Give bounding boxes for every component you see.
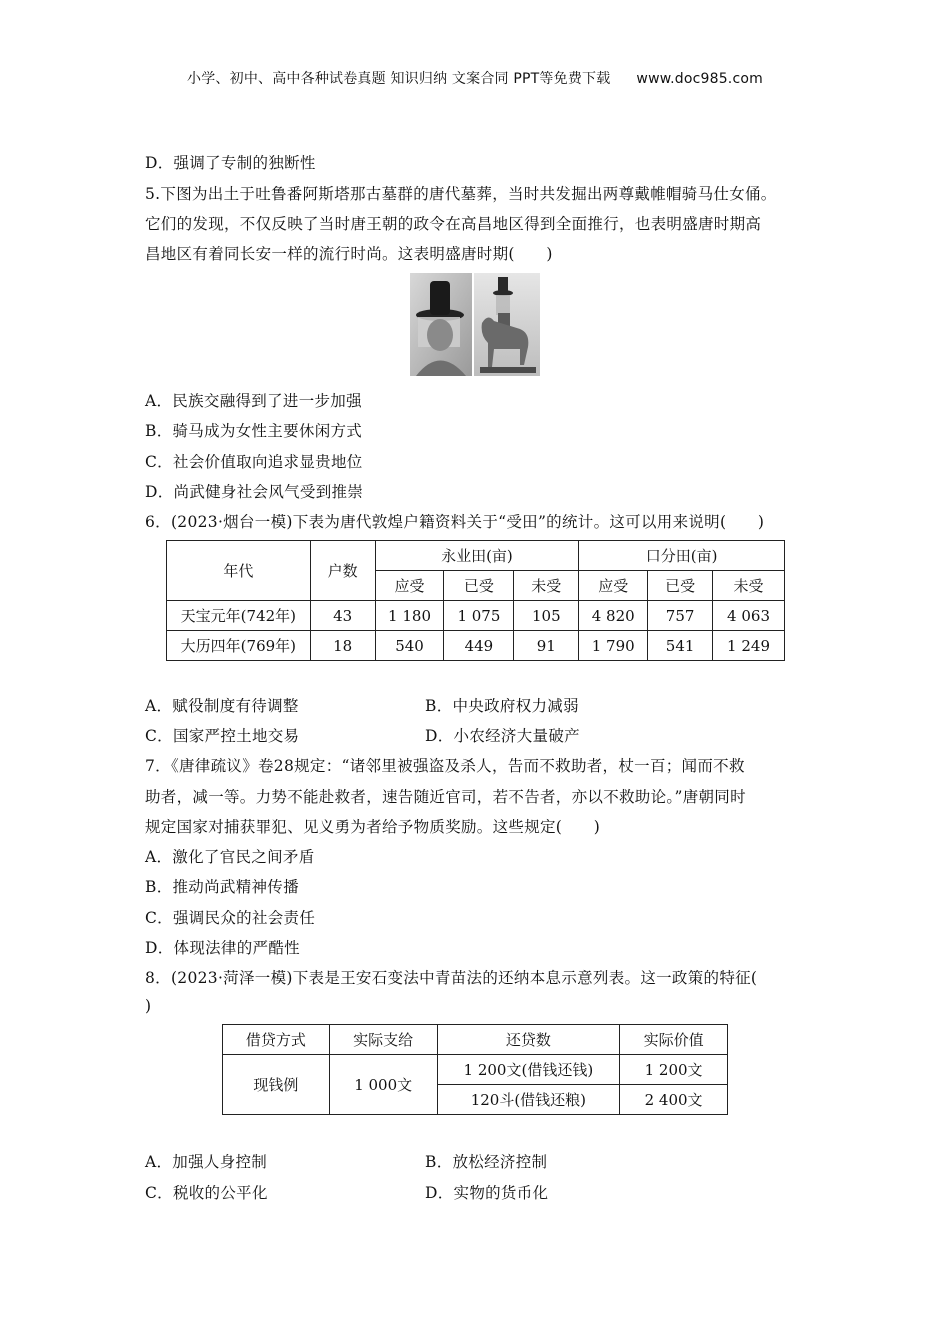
q8-header-value: 实际价值 — [620, 1025, 728, 1055]
q6-option-b: B．中央政府权力减弱 — [425, 697, 579, 715]
table-cell: 540 — [375, 631, 444, 661]
q5-stem-line-1: 5.下图为出土于吐鲁番阿斯塔那古墓群的唐代墓葬，当时共发掘出两尊戴帷帽骑马仕女俑。 — [145, 185, 777, 203]
q7-option-a: A．激化了官民之间矛盾 — [145, 848, 315, 866]
table-cell: 91 — [514, 631, 579, 661]
q7-stem-line-1: 7．《唐律疏议》卷28规定：“诸邻里被强盗及杀人，告而不救助者，杖一百；闻而不救 — [145, 757, 745, 775]
table-cell: 1 200文 — [620, 1055, 728, 1085]
q5-option-c: C．社会价值取向追求显贵地位 — [145, 453, 363, 471]
table-cell: 757 — [648, 601, 713, 631]
q8-option-c: C．税收的公平化 — [145, 1184, 268, 1202]
table-cell: 2 400文 — [620, 1085, 728, 1115]
q8-option-d: D．实物的货币化 — [425, 1184, 549, 1202]
table-cell: 18 — [310, 631, 375, 661]
table-row — [223, 1055, 728, 1085]
q6-subheader: 未受 — [713, 571, 785, 601]
q6-option-a: A．赋役制度有待调整 — [145, 697, 299, 715]
header-url[interactable]: www.doc985.com — [636, 71, 763, 87]
q5-option-a: A．民族交融得到了进一步加强 — [145, 392, 362, 410]
q8-header-method: 借贷方式 — [223, 1025, 330, 1055]
figurine-photo — [410, 273, 540, 376]
table-cell: 1 180 — [375, 601, 444, 631]
q6-option-d: D．小农经济大量破产 — [425, 727, 580, 745]
q8-header-repay: 还贷数 — [437, 1025, 620, 1055]
q7-option-c: C．强调民众的社会责任 — [145, 909, 316, 927]
figurine-head-photo — [410, 273, 472, 376]
q8-method-cell: 现钱例 — [223, 1055, 330, 1115]
q5-stem-line-2: 它们的发现，不仅反映了当时唐王朝的政令在高昌地区得到全面推行，也表明盛唐时期高 — [145, 215, 762, 233]
figurine-rider-photo — [474, 273, 540, 376]
q4-option-d: D．强调了专制的独断性 — [145, 154, 316, 172]
q6-header-households: 户数 — [310, 541, 375, 601]
q8-loan-table — [222, 1024, 728, 1115]
q6-header-yongye: 永业田(亩) — [375, 541, 579, 571]
q6-stem: 6．(2023·烟台一模)下表为唐代敦煌户籍资料关于“受田”的统计。这可以用来说明( ) — [145, 513, 765, 531]
header-text: 小学、初中、高中各种试卷真题 知识归纳 文案合同 PPT等免费下载 — [187, 71, 611, 87]
q8-option-b: B．放松经济控制 — [425, 1153, 548, 1171]
q6-subheader: 应受 — [375, 571, 444, 601]
table-cell: 1 790 — [579, 631, 648, 661]
table-cell: 大历四年(769年) — [167, 631, 311, 661]
q5-option-b: B．骑马成为女性主要休闲方式 — [145, 422, 363, 440]
q8-header-paid: 实际支给 — [329, 1025, 437, 1055]
q6-subheader: 已受 — [648, 571, 713, 601]
table-cell: 449 — [444, 631, 514, 661]
table-cell: 1 200文(借钱还钱) — [437, 1055, 620, 1085]
q6-land-table — [166, 540, 785, 661]
table-cell: 541 — [648, 631, 713, 661]
q8-paid-cell: 1 000文 — [329, 1055, 437, 1115]
q6-option-c: C．国家严控土地交易 — [145, 727, 300, 745]
table-cell: 4 063 — [713, 601, 785, 631]
table-row — [167, 631, 785, 661]
table-cell: 43 — [310, 601, 375, 631]
q7-stem-line-3: 规定国家对捕获罪犯、见义勇为者给予物质奖励。这些规定( ) — [145, 818, 601, 836]
table-cell: 4 820 — [579, 601, 648, 631]
table-cell: 1 075 — [444, 601, 514, 631]
q8-option-a: A．加强人身控制 — [145, 1153, 268, 1171]
q6-subheader: 未受 — [514, 571, 579, 601]
q6-subheader: 已受 — [444, 571, 514, 601]
q8-stem-line-1: 8．(2023·菏泽一模)下表是王安石变法中青苗法的还纳本息示意列表。这一政策的特征( — [145, 969, 758, 987]
q6-header-year: 年代 — [167, 541, 311, 601]
page-header — [0, 68, 950, 88]
q5-option-d: D．尚武健身社会风气受到推崇 — [145, 483, 364, 501]
q5-stem-line-3: 昌地区有着同长安一样的流行时尚。这表明盛唐时期( ) — [145, 245, 553, 263]
q7-option-d: D．体现法律的严酷性 — [145, 939, 300, 957]
q6-subheader: 应受 — [579, 571, 648, 601]
table-cell: 1 249 — [713, 631, 785, 661]
table-cell: 天宝元年(742年) — [167, 601, 311, 631]
q7-option-b: B．推动尚武精神传播 — [145, 878, 299, 896]
q8-stem-line-2: ) — [145, 997, 152, 1015]
table-row — [167, 601, 785, 631]
q6-header-koufen: 口分田(亩) — [579, 541, 785, 571]
table-cell: 105 — [514, 601, 579, 631]
table-cell: 120斗(借钱还粮) — [437, 1085, 620, 1115]
q7-stem-line-2: 助者，减一等。力势不能赴救者，速告随近官司，若不告者，亦以不救助论。”唐朝同时 — [145, 788, 746, 806]
